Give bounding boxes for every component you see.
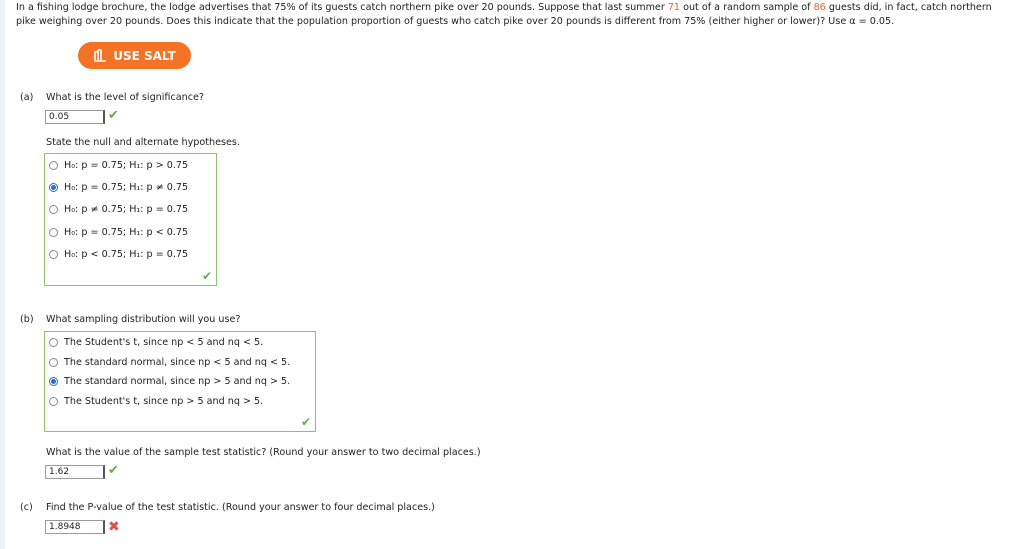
use-salt-button[interactable] (78, 42, 191, 69)
hypothesis-option[interactable] (49, 249, 188, 260)
radio-button[interactable] (49, 338, 58, 347)
radio-button[interactable] (49, 397, 58, 406)
radio-button-selected[interactable] (49, 183, 58, 192)
hypotheses-options (44, 153, 217, 286)
distribution-option[interactable] (49, 337, 263, 348)
radio-button[interactable] (49, 250, 58, 259)
option-label: H₀: p ≠ 0.75; H₁: p = 0.75 (64, 204, 189, 215)
option-label: H₀: p = 0.75; H₁: p ≠ 0.75 (64, 182, 189, 193)
option-label: H₀: p = 0.75; H₁: p < 0.75 (64, 227, 189, 238)
radio-button[interactable] (49, 161, 58, 170)
use-salt-label: USE SALT (113, 48, 176, 63)
hypothesis-option[interactable] (49, 204, 188, 215)
significance-question: What is the level of significance? (46, 92, 204, 103)
option-label: H₀: p < 0.75; H₁: p = 0.75 (64, 249, 189, 260)
salt-chart-icon (93, 49, 107, 62)
p-value-input[interactable]: 1.8948 (45, 520, 105, 534)
significance-input[interactable]: 0.05 (45, 110, 105, 124)
problem-text: out of a random sample of (680, 2, 814, 13)
part-a-label: (a) (20, 92, 34, 103)
option-label: The Student's t, since np < 5 and nq < 5. (64, 337, 264, 348)
option-label: H₀: p = 0.75; H₁: p > 0.75 (64, 160, 189, 171)
problem-text: In a fishing lodge brochure, the lodge advertises that 75% of its guests catch northern pike over 20 pounds. Suppose that last summer (16, 2, 668, 13)
distribution-option[interactable] (49, 357, 290, 368)
hypothesis-option[interactable] (49, 182, 188, 193)
problem-statement (16, 1, 1021, 29)
sample-size-value: 86 (813, 2, 826, 13)
hypothesis-option[interactable] (49, 160, 188, 171)
correct-check-icon: ✔ (108, 108, 119, 123)
distribution-question: What sampling distribution will you use? (46, 314, 241, 325)
distribution-option[interactable] (49, 376, 290, 387)
correct-check-icon: ✔ (108, 463, 119, 478)
test-statistic-input[interactable]: 1.62 (45, 465, 105, 479)
part-b-label: (b) (20, 314, 34, 325)
correct-check-icon: ✔ (300, 415, 311, 429)
radio-button[interactable] (49, 205, 58, 214)
problem-line-1 (16, 1, 1021, 15)
option-label: The standard normal, since np < 5 and nq < 5. (64, 357, 291, 368)
correct-check-icon: ✔ (201, 269, 212, 283)
distribution-option[interactable] (49, 396, 263, 407)
successes-value: 71 (667, 2, 681, 13)
test-statistic-question: What is the value of the sample test statistic? (Round your answer to two decimal places.) (46, 447, 481, 458)
p-value-question: Find the P-value of the test statistic. (Round your answer to four decimal places.) (46, 502, 435, 513)
radio-button[interactable] (49, 358, 58, 367)
option-label: The Student's t, since np > 5 and nq > 5. (64, 396, 264, 407)
radio-button-selected[interactable] (49, 377, 58, 386)
problem-text: guests did, in fact, catch northern (825, 2, 992, 13)
hypothesis-option[interactable] (49, 227, 188, 238)
distribution-options (44, 331, 316, 432)
part-c-label: (c) (20, 502, 33, 513)
left-margin-bar (0, 0, 5, 549)
hypotheses-prompt: State the null and alternate hypotheses. (46, 137, 240, 148)
incorrect-x-icon: ✖ (108, 519, 120, 535)
radio-button[interactable] (49, 228, 58, 237)
problem-line-2: pike weighing over 20 pounds. Does this indicate that the population proportion of guests who catch pike over 20 pounds is different from 75% (either higher or lower)? Use α = 0.05. (16, 16, 895, 27)
option-label: The standard normal, since np > 5 and nq > 5. (64, 376, 291, 387)
